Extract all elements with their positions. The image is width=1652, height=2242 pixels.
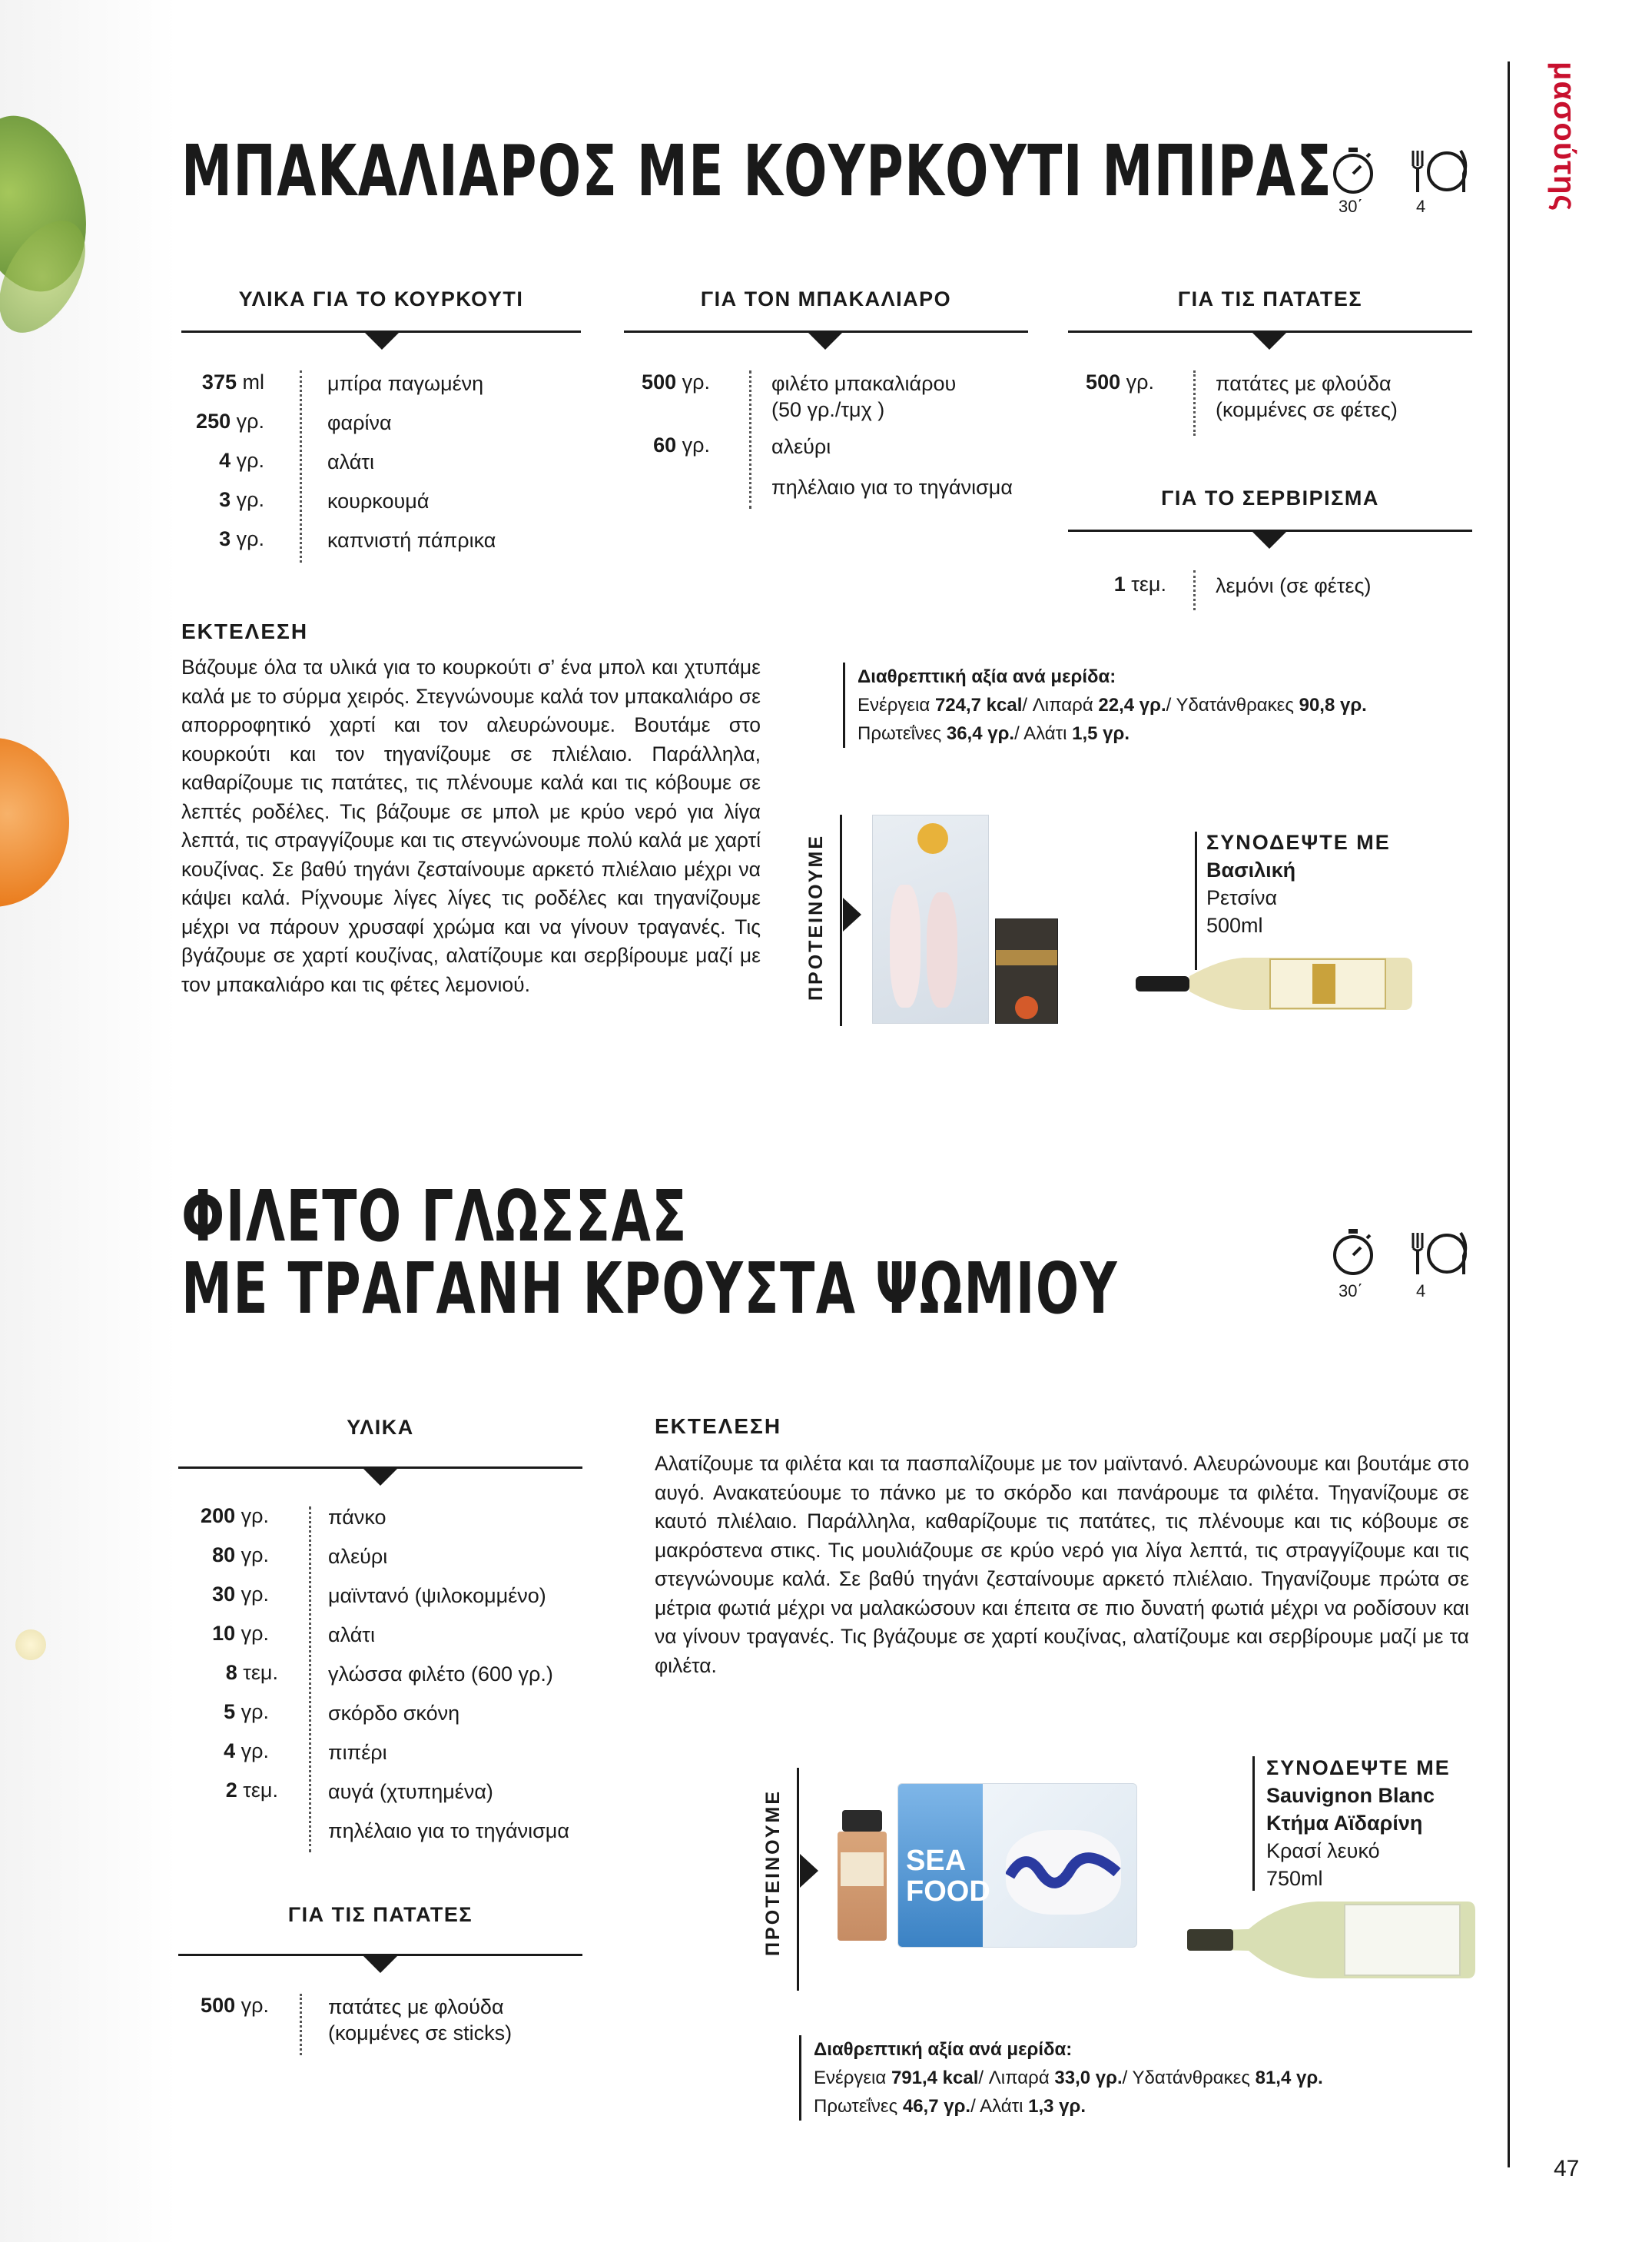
ingredient-amount: 5 (224, 1700, 236, 1723)
frozen-fish-product-image (897, 1783, 1137, 1948)
wine-type: Ρετσίνα (1206, 886, 1278, 909)
ingredient-name: αυγά (χτυπημένα) (328, 1780, 493, 1803)
recommend-label: ΠΡΟΤΕΙΝΟΥΜΕ (762, 1789, 784, 1956)
nutrition-heading: Διαθρεπτική αξία ανά μερίδα: (814, 2039, 1073, 2060)
dotted-separator (749, 370, 751, 509)
ingredient-amount: 500 (201, 1994, 236, 2017)
ingredient-unit: τεμ. (243, 1779, 278, 1802)
energy-value: 724,7 kcal (934, 695, 1023, 716)
ingredient-unit: γρ. (241, 1700, 269, 1723)
ingredient-amount: 500 (642, 370, 677, 394)
recipe-title (181, 1175, 1118, 1330)
recipe-title-line-1: ΦΙΛΕΤΟ ΓΛΩΣΣΑΣ (181, 1175, 688, 1257)
pairing-block (1266, 1754, 1451, 1892)
ingredient-amount: 30 (212, 1583, 236, 1606)
salt-value: 1,3 γρ. (1028, 2096, 1086, 2117)
nutrition-box (843, 663, 1472, 748)
cutlery-plate-icon (1408, 1230, 1470, 1280)
prep-time: 30΄ (1339, 197, 1363, 216)
cod-fillet-product-image (872, 815, 989, 1024)
ingredient-name: πιπέρι (328, 1741, 387, 1764)
dotted-separator (1193, 570, 1196, 610)
ingredient-unit: γρ. (236, 449, 264, 472)
salt-label: / Αλάτι (970, 2096, 1023, 2117)
nutrition-line-1 (858, 691, 1472, 719)
pairing-line (1195, 832, 1197, 970)
seasoning-product-image (995, 918, 1058, 1024)
ingredient-name: μαϊντανό (ψιλοκομμένο) (328, 1584, 546, 1607)
retsina-bottle-image (1136, 953, 1412, 1018)
ingredient-unit: γρ. (241, 1583, 269, 1606)
recommend-label: ΠΡΟΤΕΙΝΟΥΜΕ (805, 833, 827, 1001)
ingredient-unit: γρ. (1126, 370, 1154, 394)
pairing-line (1252, 1756, 1255, 1891)
sauvignon-bottle-image (1187, 1898, 1475, 1987)
wine-name: Βασιλική (1206, 859, 1296, 882)
method-text: Αλατίζουμε τα φιλέτα και τα πασπαλίζουμε με τον μαϊντανό. Αλευρώνουμε και βουτάμε στο αυγό. Ανακατεύουμε το πάνκο με το σκόρδο και πανάρουμε τα φιλέτα. Τηγανίζουμε σε καυτό πλιέλαιο. Παράλληλα, καθαρίζουμε τις πατάτες, τις πλένουμε και τις κόβουμε σε μακρόστενα στικς. Τις μουλιάζουμε σε κρύο νερό για λίγα λεπτά, τις στραγγίζουμε και τις στεγνώνουμε καλά. Σε βαθύ τηγάνι ζεσταίνουμε αρκετό πλιέλαιο. Τηγανίζουμε πρώτα σε μέτρια φωτιά μέχρι να μαλακώσουν και έπειτα σε πιο δυνατή φωτιά μέχρι να ροδίσουν και να γίνουν τραγανές. Τις βγάζουμε σε χαρτί κουζίνας, αλατίζουμε και σερβίρουμε μαζί με τα φιλέτα. (655, 1452, 1469, 1677)
section-heading-potatoes: ΓΙΑ ΤΙΣ ΠΑΤΑΤΕΣ (1177, 287, 1363, 311)
ingredient-amount: 200 (201, 1504, 236, 1527)
ingredient-unit: γρ. (241, 1739, 269, 1762)
ingredient-amount: 375 (201, 370, 237, 394)
wine-producer: Κτήμα Αϊδαρίνη (1266, 1812, 1423, 1835)
pairing-heading: ΣΥΝΟΔΕΨΤΕ ΜΕ (1266, 1756, 1451, 1779)
ingredient-unit: ml (242, 370, 264, 394)
ingredient-amount: 250 (196, 410, 231, 433)
ingredient-note: (κομμένες σε sticks) (328, 2021, 513, 2044)
wine-type: Κρασί λευκό (1266, 1839, 1380, 1862)
recommend-arrow-icon (800, 1854, 818, 1888)
ingredient-name: φαρίνα (327, 411, 392, 434)
ingredient-amount: 500 (1086, 370, 1121, 394)
product-brand-text: SEA FOOD (906, 1845, 990, 1908)
ingredient-name: γλώσσα φιλέτο (600 γρ.) (328, 1662, 553, 1686)
pairing-heading: ΣΥΝΟΔΕΨΤΕ ΜΕ (1206, 831, 1391, 854)
flower-image (15, 1629, 46, 1660)
ingredient-unit: γρ. (241, 1543, 269, 1566)
ingredient-amount: 10 (212, 1622, 236, 1645)
nutrition-line-2 (814, 2092, 1459, 2121)
ingredient-unit: γρ. (236, 488, 264, 511)
energy-value: 791,4 kcal (891, 2068, 979, 2088)
protein-label: Πρωτεΐνες (814, 2096, 898, 2117)
ingredient-name: αλάτι (327, 450, 374, 473)
protein-label: Πρωτεΐνες (858, 723, 942, 744)
method-heading: ΕΚΤΕΛΕΣΗ (655, 1414, 782, 1438)
ingredient-amount: 4 (219, 449, 231, 472)
spice-jar-product-image (838, 1810, 887, 1941)
brand-logo: μασούτης (1548, 61, 1581, 212)
ingredient-amount: 60 (653, 433, 677, 457)
section-pointer (363, 1956, 397, 1973)
section-pointer (363, 1469, 397, 1486)
ingredient-name: φιλέτο μπακαλιάρου (771, 372, 957, 395)
section-heading-potatoes: ΓΙΑ ΤΙΣ ΠΑΤΑΤΕΣ (287, 1903, 473, 1926)
ingredient-name: πηλέλαιο για το τηγάνισμα (771, 476, 1013, 499)
section-pointer (808, 333, 842, 350)
ingredient-note: (50 γρ./τμχ ) (771, 398, 885, 421)
ingredient-name: αλάτι (328, 1623, 375, 1646)
ingredient-name: αλεύρι (771, 435, 831, 458)
nutrition-line-1 (814, 2064, 1459, 2092)
section-heading-serving: ΓΙΑ ΤΟ ΣΕΡΒΙΡΙΣΜΑ (1161, 487, 1379, 510)
energy-label: Ενέργεια (814, 2068, 887, 2088)
ingredient-unit: γρ. (241, 1504, 269, 1527)
page-number: 47 (1554, 2156, 1580, 2181)
dotted-separator (309, 1506, 311, 1852)
carbs-label: / Υδατάνθρακες (1166, 695, 1294, 716)
ingredient-name: πατάτες με φλούδα (1216, 372, 1392, 395)
ingredient-name: λεμόνι (σε φέτες) (1216, 574, 1372, 597)
ingredient-unit: γρ. (682, 370, 710, 394)
ingredient-name: πατάτες με φλούδα (328, 1995, 504, 2018)
ingredient-name: αλεύρι (328, 1545, 388, 1568)
ingredient-unit: γρ. (236, 527, 264, 550)
ingredient-amount: 8 (225, 1661, 237, 1684)
recommend-line (797, 1768, 799, 1991)
wine-volume: 750ml (1266, 1867, 1323, 1890)
ingredient-unit: γρ. (241, 1994, 269, 2017)
nutrition-box (799, 2035, 1459, 2121)
carbs-label: / Υδατάνθρακες (1122, 2068, 1250, 2088)
ingredient-amount: 80 (212, 1543, 236, 1566)
section-heading-ingredients: ΥΛΙΚΑ (347, 1416, 414, 1439)
background-decoration (0, 0, 177, 2242)
wine-volume: 500ml (1206, 914, 1263, 937)
ingredient-unit: γρ. (236, 410, 264, 433)
fat-label: / Λιπαρά (978, 2068, 1050, 2088)
stopwatch-icon (1332, 1227, 1375, 1280)
ingredient-amount: 3 (219, 488, 231, 511)
stopwatch-icon (1332, 146, 1375, 199)
fat-value: 33,0 γρ. (1054, 2068, 1123, 2088)
method-heading: ΕΚΤΕΛΕΣΗ (181, 619, 309, 643)
brand-divider-line (1508, 61, 1510, 2167)
fat-label: / Λιπαρά (1022, 695, 1093, 716)
ingredient-unit: γρ. (682, 433, 710, 457)
ingredient-amount: 3 (219, 527, 231, 550)
salt-value: 1,5 γρ. (1072, 723, 1130, 744)
ingredient-name: κουρκουμά (327, 490, 430, 513)
recipe-title-line-2: ΜΕ ΤΡΑΓΑΝΗ ΚΡΟΥΣΤΑ ΨΩΜΙΟΥ (181, 1247, 1118, 1330)
servings-count: 4 (1416, 197, 1426, 216)
recommend-arrow-icon (843, 898, 861, 932)
salt-label: / Αλάτι (1014, 723, 1067, 744)
energy-label: Ενέργεια (858, 695, 930, 716)
prep-time: 30΄ (1339, 1281, 1363, 1300)
section-pointer (365, 333, 399, 350)
ingredient-name: καπνιστή πάπρικα (327, 529, 496, 552)
ingredient-note: (κομμένες σε φέτες) (1216, 398, 1398, 421)
carbs-value: 81,4 γρ. (1255, 2068, 1323, 2088)
nutrition-line-2 (858, 719, 1472, 748)
section-heading-batter: ΥΛΙΚΑ ΓΙΑ ΤΟ ΚΟΥΡΚΟΥΤΙ (238, 287, 524, 311)
ingredient-amount: 2 (225, 1779, 237, 1802)
protein-value: 36,4 γρ. (946, 723, 1015, 744)
method-text: Βάζουμε όλα τα υλικά για το κουρκούτι σ’ ένα μπολ και χτυπάμε καλά με το σύρμα χειρός. Στεγνώνουμε καλά τον μπακαλιάρο σε απορροφητικό χαρτί και τον αλευρώνουμε. Βουτάμε στο κουρκούτι και τον τηγανίζουμε σε πλιέλαιο. Παράλληλα, καθαρίζουμε τις πατάτες, τις πλένουμε καλά και τις κόβουμε σε λεπτές ροδέλες. Τις βάζουμε σε μπολ με κρύο νερό για λίγα λεπτά, τις στραγγίζουμε και τις στεγνώνουμε πολύ καλά με χαρτί κουζίνας. Σε βαθύ τηγάνι ζεσταίνουμε αρκετό πλιέλαιο μέχρι να κάψει καλά. Ρίχνουμε λίγες λίγες τις ροδέλες και τηγανίζουμε μέχρι να πάρουν χρυσαφί χρώμα και να γίνουν τραγανές. Τις βγάζουμε σε χαρτί κουζίνας, αλατίζουμε και σερβίρουμε μαζί με τον μπακαλιάρο και τις φέτες λεμονιού. (181, 656, 761, 996)
section-pointer (1252, 532, 1286, 549)
ingredient-amount: 1 (1113, 573, 1126, 596)
fat-value: 22,4 γρ. (1098, 695, 1166, 716)
carbs-value: 90,8 γρ. (1299, 695, 1367, 716)
pairing-block (1206, 829, 1391, 939)
dotted-separator (300, 1994, 302, 2055)
ingredient-unit: τεμ. (243, 1661, 278, 1684)
servings-count: 4 (1416, 1281, 1426, 1300)
recipe-title: ΜΠΑΚΑΛΙΑΡΟΣ ΜΕ ΚΟΥΡΚΟΥΤΙ ΜΠΙΡΑΣ (181, 130, 1333, 212)
nutrition-heading: Διαθρεπτική αξία ανά μερίδα: (858, 666, 1116, 687)
ingredient-name: σκόρδο σκόνη (328, 1702, 460, 1725)
ingredient-amount: 4 (224, 1739, 236, 1762)
wine-name: Sauvignon Blanc (1266, 1784, 1435, 1807)
ingredient-name: πηλέλαιο για το τηγάνισμα (328, 1819, 569, 1842)
dotted-separator (300, 370, 302, 563)
section-pointer (1252, 333, 1286, 350)
cutlery-plate-icon (1408, 148, 1470, 198)
ingredient-unit: τεμ. (1131, 573, 1166, 596)
ingredient-name: μπίρα παγωμένη (327, 372, 484, 395)
dotted-separator (1193, 370, 1196, 436)
ingredient-unit: γρ. (241, 1622, 269, 1645)
section-heading-cod: ΓΙΑ ΤΟΝ ΜΠΑΚΑΛΙΑΡΟ (700, 287, 952, 311)
recommend-line (840, 815, 842, 1026)
ingredient-name: πάνκο (328, 1506, 386, 1529)
protein-value: 46,7 γρ. (902, 2096, 971, 2117)
